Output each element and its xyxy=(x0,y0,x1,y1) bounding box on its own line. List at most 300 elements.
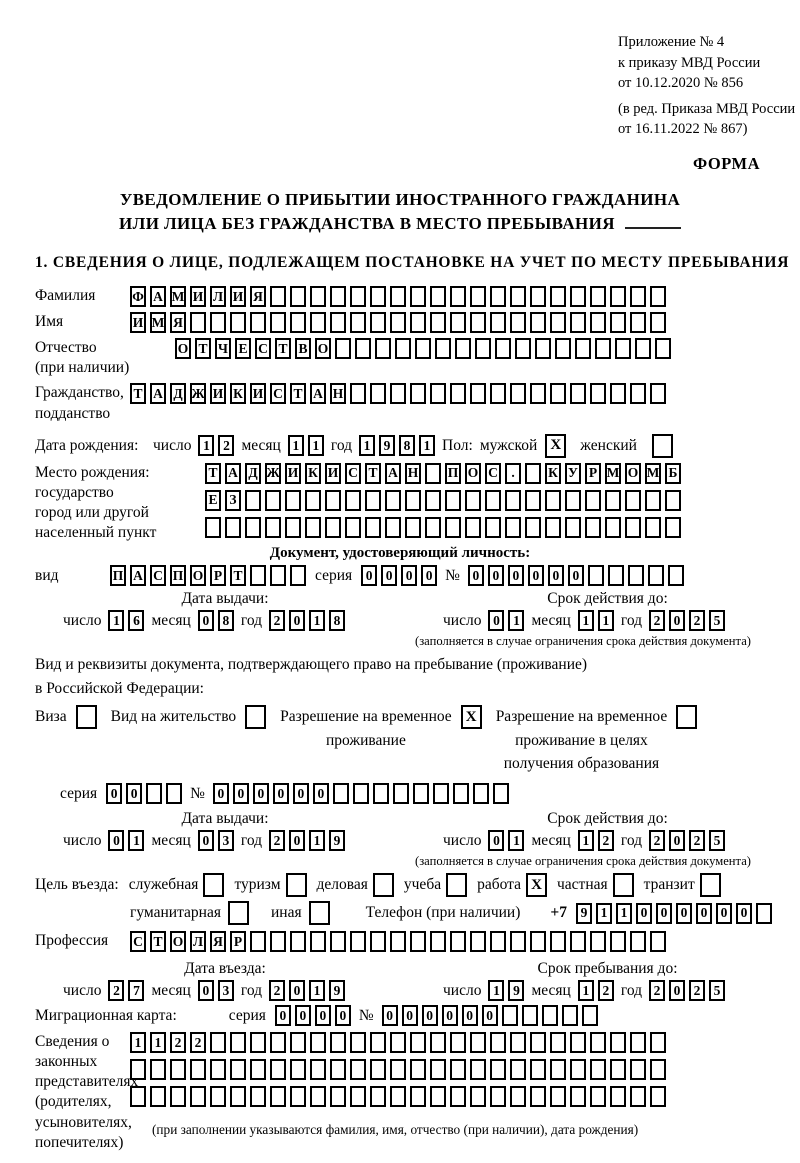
appendix-block xyxy=(618,0,800,140)
surname-row xyxy=(35,286,800,307)
char-box xyxy=(485,517,501,538)
char-box: О xyxy=(175,338,191,359)
char-box: М xyxy=(645,463,661,484)
purpose-work-checkbox: X xyxy=(526,873,547,897)
char-box xyxy=(493,783,509,804)
char-box: 0 xyxy=(106,783,122,804)
char-box xyxy=(630,1032,646,1053)
char-box: 0 xyxy=(696,903,712,924)
char-box xyxy=(530,286,546,307)
section1-heading: 1. СВЕДЕНИЯ О ЛИЦЕ, ПОДЛЕЖАЩЕМ ПОСТАНОВКЕ НА УЧЕТ ПО МЕСТУ ПРЕБЫВАНИЯ xyxy=(35,254,790,272)
char-box xyxy=(630,286,646,307)
char-box: Ч xyxy=(215,338,231,359)
identity-doc-kind-row xyxy=(35,565,800,586)
residence-expiry-note: (заполняется в случае ограничения срока действия документа) xyxy=(415,854,751,869)
char-box xyxy=(545,490,561,511)
char-box: Д xyxy=(170,383,186,404)
option-visa: Виза xyxy=(35,705,97,729)
entry-day-boxes xyxy=(108,980,144,1001)
residence-number-boxes xyxy=(213,783,509,804)
char-box: Ж xyxy=(265,463,281,484)
char-box: П xyxy=(170,565,186,586)
visa-checkbox xyxy=(76,705,97,729)
char-box xyxy=(265,490,281,511)
char-box xyxy=(510,286,526,307)
char-box xyxy=(333,783,349,804)
char-box: Т xyxy=(130,383,146,404)
char-box: С xyxy=(130,931,146,952)
doc-expiry-title: Срок действия до: xyxy=(547,590,668,608)
birth-place-boxes-2 xyxy=(205,490,681,511)
char-box: 2 xyxy=(649,610,665,631)
char-box xyxy=(390,931,406,952)
char-box xyxy=(305,517,321,538)
char-box xyxy=(310,312,326,333)
migration-number-label: № xyxy=(358,1006,374,1024)
char-box: О xyxy=(170,931,186,952)
char-box xyxy=(385,490,401,511)
entry-year-boxes xyxy=(269,980,345,1001)
entry-month-boxes xyxy=(198,980,234,1001)
residence-expiry-day-boxes xyxy=(488,830,524,851)
char-box: 1 xyxy=(578,980,594,1001)
purpose-other-checkbox xyxy=(309,901,330,925)
char-box: 1 xyxy=(598,610,614,631)
char-box: 3 xyxy=(218,830,234,851)
char-box xyxy=(330,1032,346,1053)
char-box: 7 xyxy=(128,980,144,1001)
char-box xyxy=(350,286,366,307)
char-box xyxy=(230,1059,246,1080)
char-box xyxy=(430,286,446,307)
char-box: 8 xyxy=(329,610,345,631)
char-box: 0 xyxy=(568,565,584,586)
char-box xyxy=(450,1032,466,1053)
char-box: 0 xyxy=(656,903,672,924)
migration-number-boxes xyxy=(382,1005,598,1026)
char-box xyxy=(190,1086,206,1107)
char-box xyxy=(290,931,306,952)
char-box xyxy=(530,1086,546,1107)
char-box xyxy=(756,903,772,924)
doc-number-boxes xyxy=(468,565,684,586)
surname-boxes xyxy=(130,286,666,307)
char-box xyxy=(330,286,346,307)
char-box xyxy=(390,1086,406,1107)
char-box xyxy=(665,490,681,511)
char-box: А xyxy=(130,565,146,586)
char-box: И xyxy=(250,383,266,404)
char-box xyxy=(530,1059,546,1080)
char-box: 2 xyxy=(218,435,234,456)
char-box: 9 xyxy=(329,830,345,851)
char-box xyxy=(250,312,266,333)
char-box: 0 xyxy=(421,565,437,586)
char-box: 0 xyxy=(108,830,124,851)
char-box xyxy=(585,517,601,538)
char-box xyxy=(635,338,651,359)
char-box: 9 xyxy=(508,980,524,1001)
char-box xyxy=(595,338,611,359)
char-box xyxy=(445,490,461,511)
char-box: 1 xyxy=(288,435,304,456)
char-box xyxy=(650,312,666,333)
stay-month-boxes xyxy=(578,980,614,1001)
char-box xyxy=(530,1032,546,1053)
char-box xyxy=(250,1032,266,1053)
representatives-note: (при заполнении указываются фамилия, имя, отчество (при наличии), дата рождения) xyxy=(152,1122,639,1138)
representatives-label: Сведения о законных представителях (родителях, усыновителях, попечителях) xyxy=(35,1033,139,1151)
form-title-line2: ИЛИ ЛИЦА БЕЗ ГРАЖДАНСТВА В МЕСТО ПРЕБЫВАНИЯ xyxy=(119,214,615,234)
char-box: 2 xyxy=(598,830,614,851)
char-box xyxy=(330,312,346,333)
residence-expiry-year-boxes xyxy=(649,830,725,851)
entry-dates: Дата въезда: число 2 7 месяц 0 3 год 2 0 1 9 Срок пребывания до: число 1 9 месяц 1 2 год 2 0 2 5 xyxy=(35,960,800,1001)
doc-issue-month-boxes xyxy=(198,610,234,631)
char-box xyxy=(470,1032,486,1053)
char-box: О xyxy=(315,338,331,359)
char-box: 1 xyxy=(578,830,594,851)
char-box: 0 xyxy=(293,783,309,804)
char-box xyxy=(590,1059,606,1080)
char-box xyxy=(270,312,286,333)
char-box: 0 xyxy=(382,1005,398,1026)
char-box: В xyxy=(295,338,311,359)
char-box xyxy=(490,931,506,952)
char-box: А xyxy=(150,383,166,404)
char-box xyxy=(355,338,371,359)
char-box xyxy=(210,1032,226,1053)
char-box xyxy=(650,1032,666,1053)
char-box: 5 xyxy=(709,830,725,851)
stay-until-title: Срок пребывания до: xyxy=(537,960,678,978)
char-box xyxy=(330,1059,346,1080)
migration-series-boxes xyxy=(275,1005,351,1026)
char-box: 2 xyxy=(649,830,665,851)
char-box: К xyxy=(305,463,321,484)
char-box xyxy=(530,383,546,404)
char-box: 2 xyxy=(108,980,124,1001)
char-box xyxy=(433,783,449,804)
char-box xyxy=(370,312,386,333)
char-box xyxy=(522,1005,538,1026)
sex-male-label: мужской xyxy=(479,436,538,454)
option-temp-residence-education: Разрешение на временное проживание в целях получения образования xyxy=(496,705,698,775)
char-box xyxy=(350,383,366,404)
char-box: 2 xyxy=(689,610,705,631)
char-box xyxy=(430,1032,446,1053)
char-box: 2 xyxy=(269,980,285,1001)
char-box xyxy=(545,517,561,538)
char-box: Р xyxy=(585,463,601,484)
char-box: . xyxy=(505,463,521,484)
char-box xyxy=(190,312,206,333)
char-box: 0 xyxy=(716,903,732,924)
char-box xyxy=(335,338,351,359)
doc-issue-day-boxes xyxy=(108,610,144,631)
char-box xyxy=(470,383,486,404)
char-box xyxy=(630,931,646,952)
amendment-line: от 16.11.2022 № 867) xyxy=(618,121,748,138)
char-box: 0 xyxy=(198,610,214,631)
char-box xyxy=(550,931,566,952)
char-box xyxy=(608,565,624,586)
residence-series-label: серия xyxy=(60,784,98,802)
purpose-business-checkbox xyxy=(373,873,394,897)
char-box xyxy=(430,383,446,404)
char-box xyxy=(410,1059,426,1080)
char-box: 0 xyxy=(198,830,214,851)
char-box xyxy=(485,490,501,511)
char-box xyxy=(530,931,546,952)
char-box xyxy=(170,1086,186,1107)
birth-place-boxes-1 xyxy=(205,463,681,484)
char-box xyxy=(650,1059,666,1080)
char-box: 0 xyxy=(315,1005,331,1026)
char-box xyxy=(455,338,471,359)
char-box: А xyxy=(385,463,401,484)
char-box: А xyxy=(310,383,326,404)
char-box xyxy=(230,1086,246,1107)
char-box xyxy=(465,490,481,511)
char-box: О xyxy=(465,463,481,484)
residence-doc-dates: Дата выдачи: число 0 1 месяц 0 3 год 2 0 1 9 Срок действия до: число 0 1 месяц 1 2 год 2 0 2 5 (заполняется в случае ограничения срока действия документа) xyxy=(35,810,800,869)
char-box xyxy=(350,931,366,952)
char-box xyxy=(330,931,346,952)
char-box xyxy=(610,1086,626,1107)
char-box xyxy=(628,565,644,586)
residence-expiry-month-boxes xyxy=(578,830,614,851)
doc-issue-year-boxes xyxy=(269,610,345,631)
char-box xyxy=(210,1059,226,1080)
char-box: 0 xyxy=(126,783,142,804)
char-box: 0 xyxy=(275,1005,291,1026)
char-box xyxy=(490,1032,506,1053)
char-box xyxy=(585,490,601,511)
char-box: 0 xyxy=(528,565,544,586)
birth-year-boxes xyxy=(359,435,435,456)
residence-options-row xyxy=(35,705,800,775)
char-box xyxy=(350,1059,366,1080)
residence-issue-year-boxes xyxy=(269,830,345,851)
char-box xyxy=(310,1086,326,1107)
char-box: 1 xyxy=(309,610,325,631)
char-box xyxy=(590,931,606,952)
char-box xyxy=(146,783,162,804)
char-box xyxy=(590,383,606,404)
char-box: 1 xyxy=(508,610,524,631)
birth-day-boxes xyxy=(198,435,234,456)
char-box: 2 xyxy=(689,980,705,1001)
char-box xyxy=(590,312,606,333)
char-box xyxy=(650,383,666,404)
char-box: Р xyxy=(210,565,226,586)
char-box xyxy=(590,1032,606,1053)
appendix-line: к приказу МВД России xyxy=(618,54,761,71)
char-box xyxy=(410,931,426,952)
residence-number-label: № xyxy=(190,784,205,802)
char-box xyxy=(610,1059,626,1080)
char-box xyxy=(570,1032,586,1053)
char-box xyxy=(450,1086,466,1107)
migration-card-label: Миграционная карта: xyxy=(35,1006,177,1024)
char-box: 0 xyxy=(468,565,484,586)
birth-month-boxes xyxy=(288,435,324,456)
char-box xyxy=(575,338,591,359)
char-box: 0 xyxy=(488,565,504,586)
char-box: И xyxy=(190,286,206,307)
char-box: 0 xyxy=(289,610,305,631)
char-box: 2 xyxy=(598,980,614,1001)
representatives-boxes-1 xyxy=(130,1032,666,1053)
char-box: Б xyxy=(665,463,681,484)
birth-place-label: Место рождения: государство город или другой населенный пункт xyxy=(35,463,157,542)
char-box xyxy=(225,517,241,538)
char-box xyxy=(230,312,246,333)
char-box xyxy=(630,1086,646,1107)
char-box xyxy=(410,286,426,307)
char-box: Т xyxy=(275,338,291,359)
char-box xyxy=(490,312,506,333)
char-box: Т xyxy=(150,931,166,952)
char-box xyxy=(130,1086,146,1107)
char-box xyxy=(570,1059,586,1080)
char-box xyxy=(345,517,361,538)
char-box xyxy=(270,1059,286,1080)
purpose-row-1: Цель въезда: служебная туризм деловая учеба работа X частная транзит xyxy=(35,873,800,897)
appendix-line: Приложение № 4 xyxy=(618,34,725,50)
temp-residence-education-checkbox xyxy=(676,705,697,729)
char-box: Е xyxy=(205,490,221,511)
char-box xyxy=(590,286,606,307)
char-box xyxy=(430,312,446,333)
char-box: 1 xyxy=(130,1032,146,1053)
char-box xyxy=(465,517,481,538)
char-box xyxy=(245,490,261,511)
citizenship-label: Гражданство, подданство xyxy=(35,384,124,422)
char-box xyxy=(390,1032,406,1053)
char-box: 0 xyxy=(401,565,417,586)
char-box: А xyxy=(150,286,166,307)
char-box xyxy=(230,1032,246,1053)
char-box: 0 xyxy=(676,903,692,924)
char-box xyxy=(470,1059,486,1080)
residence-permit-checkbox xyxy=(245,705,266,729)
char-box: 2 xyxy=(269,610,285,631)
char-box: М xyxy=(170,286,186,307)
char-box: 1 xyxy=(596,903,612,924)
char-box xyxy=(505,517,521,538)
char-box xyxy=(450,383,466,404)
char-box: Я xyxy=(210,931,226,952)
char-box xyxy=(450,931,466,952)
char-box xyxy=(270,1032,286,1053)
char-box xyxy=(473,783,489,804)
month-label: месяц xyxy=(241,436,281,454)
char-box xyxy=(550,1086,566,1107)
char-box xyxy=(290,1086,306,1107)
char-box xyxy=(525,463,541,484)
citizenship-boxes xyxy=(130,383,666,404)
char-box xyxy=(650,1086,666,1107)
char-box: Н xyxy=(330,383,346,404)
purpose-humanitarian-checkbox xyxy=(228,901,249,925)
char-box xyxy=(405,517,421,538)
char-box xyxy=(570,383,586,404)
profession-boxes xyxy=(130,931,666,952)
char-box xyxy=(413,783,429,804)
char-box: М xyxy=(150,312,166,333)
char-box xyxy=(270,931,286,952)
sex-label: Пол: xyxy=(442,436,473,454)
char-box: М xyxy=(605,463,621,484)
doc-series-boxes xyxy=(361,565,437,586)
char-box: О xyxy=(625,463,641,484)
char-box: 0 xyxy=(381,565,397,586)
char-box: Т xyxy=(205,463,221,484)
sex-male-checkbox: X xyxy=(545,434,566,458)
char-box xyxy=(270,565,286,586)
char-box: Е xyxy=(235,338,251,359)
char-box xyxy=(353,783,369,804)
char-box: Л xyxy=(210,286,226,307)
char-box xyxy=(510,931,526,952)
char-box xyxy=(605,490,621,511)
char-box xyxy=(310,1059,326,1080)
char-box xyxy=(470,286,486,307)
doc-expiry-note: (заполняется в случае ограничения срока действия документа) xyxy=(415,634,751,649)
char-box xyxy=(130,1059,146,1080)
char-box: Т xyxy=(230,565,246,586)
char-box: У xyxy=(565,463,581,484)
char-box xyxy=(510,383,526,404)
char-box xyxy=(590,1086,606,1107)
migration-series-label: серия xyxy=(228,1006,266,1024)
char-box xyxy=(350,312,366,333)
char-box xyxy=(370,1059,386,1080)
char-box xyxy=(530,312,546,333)
char-box xyxy=(570,931,586,952)
char-box xyxy=(525,490,541,511)
char-box xyxy=(525,517,541,538)
profession-label: Профессия xyxy=(35,932,109,950)
char-box xyxy=(570,286,586,307)
char-box: Н xyxy=(405,463,421,484)
char-box xyxy=(330,1086,346,1107)
char-box: 0 xyxy=(508,565,524,586)
char-box: 0 xyxy=(253,783,269,804)
char-box: 0 xyxy=(669,980,685,1001)
char-box: 1 xyxy=(108,610,124,631)
char-box xyxy=(410,1032,426,1053)
char-box xyxy=(645,490,661,511)
char-box: 0 xyxy=(273,783,289,804)
char-box xyxy=(475,338,491,359)
char-box xyxy=(610,1032,626,1053)
given-name-label: Имя xyxy=(35,313,64,331)
char-box xyxy=(630,1059,646,1080)
char-box: 1 xyxy=(359,435,375,456)
char-box xyxy=(550,383,566,404)
char-box: 5 xyxy=(709,980,725,1001)
char-box: Т xyxy=(290,383,306,404)
char-box xyxy=(425,517,441,538)
char-box: 2 xyxy=(689,830,705,851)
char-box xyxy=(562,1005,578,1026)
char-box xyxy=(265,517,281,538)
form-title-line1: УВЕДОМЛЕНИЕ О ПРИБЫТИИ ИНОСТРАННОГО ГРАЖДАНИНА xyxy=(119,189,681,209)
char-box xyxy=(542,1005,558,1026)
